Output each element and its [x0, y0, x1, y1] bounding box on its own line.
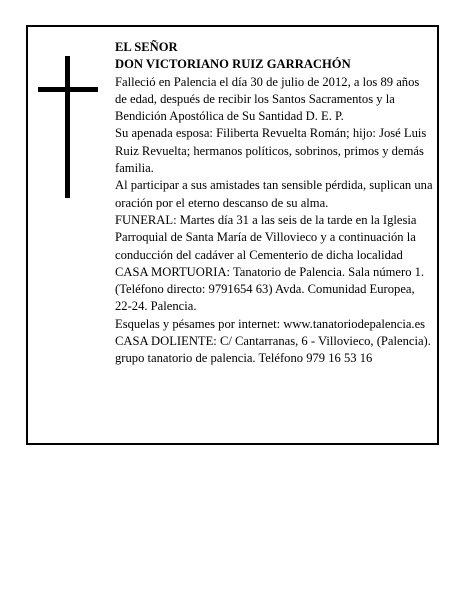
family-home-paragraph: CASA DOLIENTE: C/ Cantarranas, 6 - Villovieco, (Palencia). [115, 334, 431, 349]
cross-icon [38, 56, 98, 198]
funeral-group-paragraph: grupo tanatorio de palencia. Teléfono 979 16 53 16 [115, 351, 373, 366]
funeral-home-paragraph: CASA MORTUORIA: Tanatorio de Palencia. Sala número 1. (Teléfono directo: 9791654 63) Avda. Comunidad Europea, 22-24. Palencia. [115, 264, 425, 314]
funeral-paragraph: FUNERAL: Martes día 31 a las seis de la tarde en la Iglesia Parroquial de Santa María de Villovieco y a continuación la conducción del cadáver al Cementerio de dicha localidad [115, 212, 417, 262]
online-condolences-paragraph: Esquelas y pésames por internet: www.tanatoriodepalencia.es [115, 316, 426, 331]
cross-vertical-bar [65, 56, 70, 198]
heading-title: EL SEÑOR [115, 40, 178, 54]
family-paragraph: Su apenada esposa: Filiberta Revuelta Román; hijo: José Luis Ruiz Revuelta; hermanos políticos, sobrinos, primos y demás familia. [115, 126, 427, 176]
cross-horizontal-bar [38, 87, 98, 92]
deceased-name: DON VICTORIANO RUIZ GARRACHÓN [115, 57, 351, 72]
prayer-request-paragraph: Al participar a sus amistades tan sensible pérdida, suplican una oración por el eterno descanso de su alma. [115, 178, 433, 210]
death-details-paragraph: Falleció en Palencia el día 30 de julio de 2012, a los 89 años de edad, después de recibir los Santos Sacramentos y la Bendición Apostólica de Su Santidad D. E. P. [115, 74, 420, 124]
obituary-text [115, 39, 433, 368]
obituary-notice [26, 25, 439, 445]
